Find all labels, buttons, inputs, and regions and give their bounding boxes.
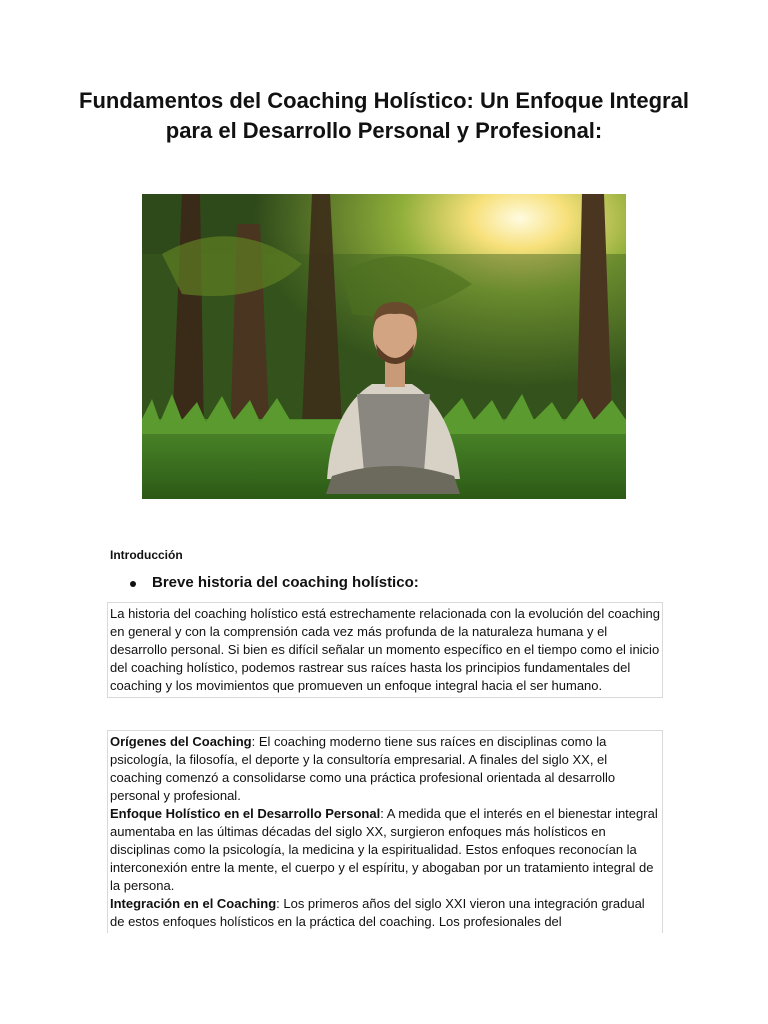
- hero-image: [142, 194, 626, 499]
- item-term: Integración en el Coaching: [110, 896, 277, 911]
- document-title: Fundamentos del Coaching Holístico: Un Enfoque Integral para el Desarrollo Personal y Profesional:: [79, 88, 689, 143]
- list-item: [110, 805, 660, 895]
- item-text: : Los primeros años del siglo XXI vieron una integración gradual de estos enfoques holísticos en la práctica del coaching. Los profesionales del: [110, 896, 645, 929]
- history-details: [107, 730, 663, 933]
- bullet-item: [130, 574, 419, 591]
- item-text: : El coaching moderno tiene sus raíces en disciplinas como la psicología, la filosofía, el deporte y la consultoría empresarial. A finales del siglo XX, el coaching comenzó a consolidarse como una práctica profesional orientada al desarrollo personal y profesional.: [110, 734, 616, 803]
- list-item: [110, 733, 660, 805]
- section-heading: Introducción: [110, 548, 183, 562]
- item-text: : A medida que el interés en el bienestar integral aumentaba en las últimas décadas del siglo XX, surgieron enfoques más holísticos en disciplinas como la psicología, la medicina y la espiritualidad. Estos enfoques reconocían la interconexión entre la mente, el cuerpo y el espíritu, y abogaban por un tratamiento integral de la persona.: [110, 806, 658, 893]
- meditating-man-forest-photo-icon: [142, 194, 626, 499]
- list-item: [110, 895, 660, 931]
- history-paragraph: La historia del coaching holístico está estrechamente relacionada con la evolución del coaching en general y con la comprensión cada vez más profunda de la naturaleza humana y el desarrollo personal. Si bien es difícil señalar un momento específico en el tiempo como el inicio del coaching holístico, podemos rastrear sus raíces hasta los principios fundamentales del coaching y los movimientos que promueven un enfoque integral hacia el ser humano.: [107, 602, 663, 698]
- item-term: Enfoque Holístico en el Desarrollo Personal: [110, 806, 381, 821]
- bullet-heading: Breve historia del coaching holístico:: [152, 574, 419, 591]
- bullet-icon: [130, 581, 136, 587]
- item-term: Orígenes del Coaching: [110, 734, 252, 749]
